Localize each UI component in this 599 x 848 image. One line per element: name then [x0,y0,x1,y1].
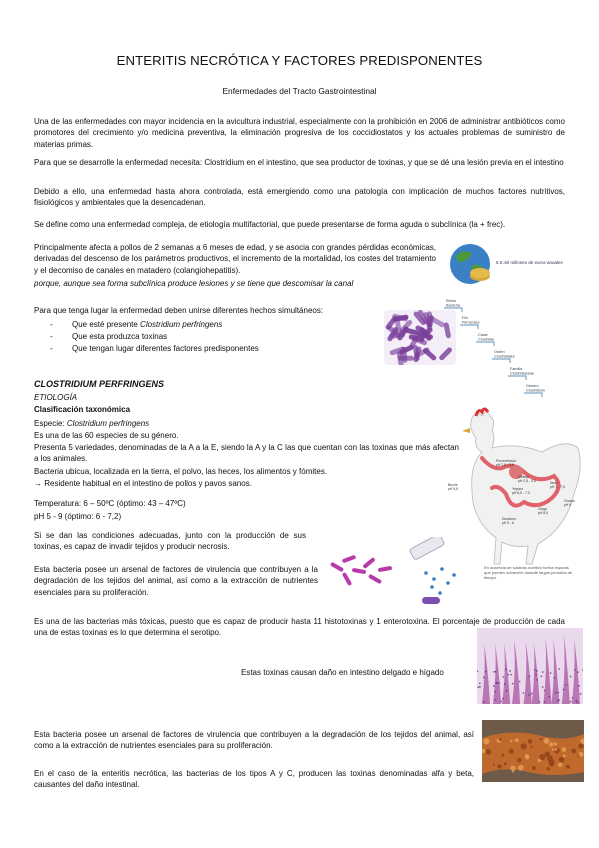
temperature-line: Temperatura: 6 – 50ºC (óptimo: 43 – 47ºC) [34,499,186,508]
bacterium-rod [342,572,352,586]
toxin-damage-caption: Estas toxinas causan daño en intestino delgado e hígado [241,668,444,677]
intro-paragraph-5-note: porque, aunque sea forma subclínica produce lesiones y se tiene que descomisar la canal [34,279,354,288]
ph-line: pH 5 - 9 (óptimo: 6 - 7,2) [34,512,122,521]
spore-caption: En ausencia de sustrato nutritivo forma esporas que pueden sobrevivir durante largos periodos de tiempo. [484,565,573,580]
cell-nucleus [529,675,531,677]
intro-paragraph-5: Principalmente afecta a pollos de 2 semanas a 6 meses de edad, y se asocia con grandes pérdidas económicas, derivadas del descenso de los parámetros productivos, el incremento de la mortalidad, los costes del tratamiento y el decomiso de canales en matadero (colangiohepatitis). [34,243,436,275]
intro-paragraph-3: Debido a ello, una enfermedad hasta ahora controlada, está emergiendo como una patología con implicación de muchos factores nutritivos, fisiológicos y ambientales que la desencadenan. [34,187,565,208]
cell-nucleus [577,702,579,704]
necrotic-spot [579,752,584,757]
taxonomy-arrows [442,293,582,403]
cell-nucleus [538,701,540,703]
cell-nucleus [503,676,505,678]
cell-nucleus [500,701,502,703]
necrotic-spot [558,762,563,767]
species-label: Especie: [34,419,67,428]
cell-nucleus [528,694,530,696]
necrotic-spot [539,754,545,760]
spore-illustration [322,537,582,612]
necrotic-spot [483,738,489,744]
necrotic-spot [517,758,521,762]
cell-nucleus [558,668,560,670]
taxonomy-label: Género Clostridium [526,384,545,393]
cell-nucleus [479,683,481,685]
list-item [34,331,364,343]
list-item [34,343,364,355]
intro-paragraph-4: Se define como una enfermedad compleja, de etiología multifactorial, que puede presentarse de forma aguda o subclínica (la + frec). [34,220,506,229]
cell-nucleus [495,671,497,673]
ubiquity-line: Bacteria ubicua, localizada en la tierra, el polvo, las heces, los alimentos y fómites. [34,467,328,476]
necrotic-spot [497,764,501,768]
necrotic-spot [547,767,550,770]
bacterium-rod [362,557,375,569]
necrotic-spot [515,738,519,742]
spore-dot [446,581,450,585]
cell-nucleus [493,685,495,687]
resident-line: → Residente habitual en el intestino de pollos y pavos sanos. [34,479,252,488]
intestine-texture [482,720,584,782]
cell-nucleus [479,686,481,688]
cell-nucleus [540,675,542,677]
taxonomy-arrow [508,376,526,380]
list-item-italic: Clostridium perfringens [140,320,223,329]
list-item-text: Que tengan lugar diferentes factores predisponentes [72,344,259,353]
necrotic-spot [499,738,502,741]
globe-caption: 5,5 mil millones de euros anuales [496,260,563,265]
cell-nucleus [574,669,576,671]
list-item [34,319,364,331]
necrotic-spot [566,765,570,769]
cell-nucleus [498,682,500,684]
test-tube-icon [409,537,445,560]
taxonomy-label: Orden Clostridiales [494,350,515,359]
taxonomy-arrow [460,325,478,329]
cell-nucleus [505,668,507,670]
chicken-organ-label: Duodeno pH 5 - 6 [502,517,516,525]
bacterium-rod [368,574,382,584]
necrotic-spot [512,770,514,772]
cell-nucleus [506,690,508,692]
necrotic-spot [528,739,533,744]
virulence-paragraph-2: Esta bacteria posee un arsenal de factores de virulencia que contribuyen a la degradación de los tejidos del animal, así como a la extracción de nutrientes esenciales para su proliferación. [34,730,474,751]
taxonomy-arrow [524,393,542,397]
necrotic-spot [544,738,550,744]
cell-nucleus [542,671,544,673]
necrotic-spot [493,763,495,765]
taxonomy-label: Reino Bacteria [446,299,460,308]
chicken-organ-label: Yeyuno pH 6,5 - 7,0 [512,487,530,495]
intro-paragraph-2: Para que se desarrolle la enfermedad necesita: Clostridium en el intestino, que sea productor de toxinas, y que se dé una lesión previa en el intestino [34,158,564,167]
cell-nucleus [502,698,504,700]
chicken-organ-label: Proventrículo pH 2,5 - 3,5 [496,459,516,467]
taxonomy-arrow [476,342,494,346]
cell-nucleus [485,671,487,673]
necrotic-enteritis-paragraph: En el caso de la enteritis necrótica, las bacterias de los tipos A y C, producen las toxinas denominadas alfa y beta, causantes del daño intestinal. [34,769,474,790]
chicken-organ-label: Molleja pH 2,5 - 3,5 [518,475,536,483]
chicken-organ-label: Ileon pH 7 - 7,5 [550,481,565,489]
cell-nucleus [544,701,546,703]
necrotic-spot [521,743,527,749]
cell-nucleus [548,696,550,698]
virulence-paragraph-1: Esta bacteria posee un arsenal de factores de virulencia que contribuyen a la degradación de los tejidos del animal, así como a la extracción de nutrientes esenciales para su proliferación. [34,565,318,597]
spore-dot [440,567,444,571]
intro-paragraph-6: Para que tenga lugar la enfermedad deben unirse diferentes hechos simultáneos: [34,306,324,315]
species-name: Clostridium perfringens [66,419,150,428]
histology-texture [477,628,583,704]
cell-nucleus [575,700,577,702]
cell-nucleus [577,671,579,673]
cell-nucleus [558,699,560,701]
cell-nucleus [550,672,552,674]
list-item-text: Que esté presente [72,320,141,329]
necrotic-spot [561,747,566,752]
necrotic-spot [578,743,583,748]
taxonomy-label: Clase Clostridia [478,333,494,342]
necrotic-spot [509,749,514,754]
spore-dot [424,571,428,575]
necrotic-spot [510,740,513,743]
necrotic-intestine-photo [482,720,584,782]
cell-nucleus [531,692,533,694]
cell-nucleus [483,701,485,703]
necrotic-spot [550,763,554,767]
cell-nucleus [555,692,557,694]
cell-nucleus [495,699,497,701]
spore-dot [452,573,456,577]
cell-nucleus [483,676,485,678]
cell-nucleus [554,677,556,679]
chicken-organ-label: Cloaca pH 8 [564,499,575,507]
bacterium-rod [378,566,392,572]
page-subtitle: Enfermedades del Tracto Gastrointestinal [222,86,377,96]
toxicity-paragraph: Es una de las bacterias más tóxicas, puesto que es capaz de producir hasta 11 histotoxinas y 1 enterotoxina. El porcentaje de producción de cada una de estas toxinas es lo que determina el serotipo. [34,617,565,638]
cell-nucleus [504,683,506,685]
cell-nucleus [536,679,538,681]
cell-nucleus [572,697,574,699]
cell-nucleus [563,689,565,691]
necrotic-spot [485,749,491,755]
cell-nucleus [494,691,496,693]
cell-nucleus [534,669,536,671]
necrotic-spot [532,766,536,770]
necrotic-spot [552,748,554,750]
cell-nucleus [477,686,479,688]
conditions-list [34,319,364,355]
necrotic-spot [501,754,504,757]
spore-dot [430,585,434,589]
classification-heading [34,404,130,415]
cell-nucleus [535,674,537,676]
taxonomy-arrow [444,308,462,312]
bacterium-rod [398,355,414,360]
intro-paragraph-1: Una de las enfermedades con mayor incidencia en la avicultura industrial, especialmente con la prohibición en 2006 de administrar antibióticos como promotores del crecimiento y/o medicina preventiva, la eliminación progresiva de los coccidiostatos y los actuales problemas de suministro de materias primas. [34,117,565,149]
spore-dot [432,577,436,581]
cell-nucleus [578,685,580,687]
histology-image [477,628,583,704]
cell-nucleus [544,690,546,692]
cell-nucleus [570,701,572,703]
necrotic-spot [518,765,524,771]
bacterium-rod [352,568,366,574]
chicken-organ-label: Buche pH 5,5 [448,483,458,491]
varieties-line: Presenta 5 variedades, denominadas de la A a la E, siendo la A y la C las que cuentan con las toxinas que más afectan a los animales. [34,443,459,464]
bacterium-rod [342,555,357,564]
page-title: ENTERITIS NECRÓTICA Y FACTORES PREDISPONENTES [116,53,483,68]
taxonomy-label: Familia Clostridiaceae [510,367,535,376]
cell-nucleus [509,670,511,672]
necrotic-spot [555,748,558,751]
chicken-organ-label: Ciego pH 8,0 [538,507,548,515]
necrotic-spot [504,762,507,765]
invasion-paragraph: Si se dan las condiciones adecuadas, junto con la producción de sus toxinas, es capaz de invadir tejidos y producir necrosis. [34,531,306,552]
necrotic-spot [530,745,532,747]
etiology-heading: ETIOLOGÍA [34,393,78,402]
cell-nucleus [565,684,567,686]
cell-nucleus [536,670,538,672]
cell-nucleus [507,674,509,676]
necrotic-spot [563,754,566,757]
cell-nucleus [558,692,560,694]
bacterium-rod [330,562,344,572]
spore-dot [438,591,442,595]
taxonomy-arrow [492,359,510,363]
cell-nucleus [523,692,525,694]
necrotic-spot [559,757,565,763]
necrotic-spot [571,749,576,754]
cell-nucleus [542,686,544,688]
cell-nucleus [495,682,497,684]
species-line [34,418,149,429]
necrotic-spot [547,755,553,761]
bacterium-rod [422,597,440,604]
genus-line: Es una de las 60 especies de su género. [34,431,179,440]
list-item-text: Que esta produzca toxinas [72,332,168,341]
classification-text: Clasificación taxonómica [34,405,131,414]
necrotic-spot [525,754,530,759]
globe-figure [446,242,576,287]
necrotic-spot [510,765,515,770]
necrotic-spot [549,742,553,746]
cell-nucleus [510,674,512,676]
cell-nucleus [512,683,514,685]
cell-nucleus [580,693,582,695]
taxonomy-staircase [442,293,582,403]
cell-nucleus [519,681,521,683]
beak-icon [462,428,470,433]
cell-nucleus [570,676,572,678]
necrotic-spot [553,742,557,746]
taxonomy-label: Filo Firmicutes [462,316,480,325]
section-heading: CLOSTRIDIUM PERFRINGENS [34,379,165,389]
necrotic-spot [540,738,542,740]
